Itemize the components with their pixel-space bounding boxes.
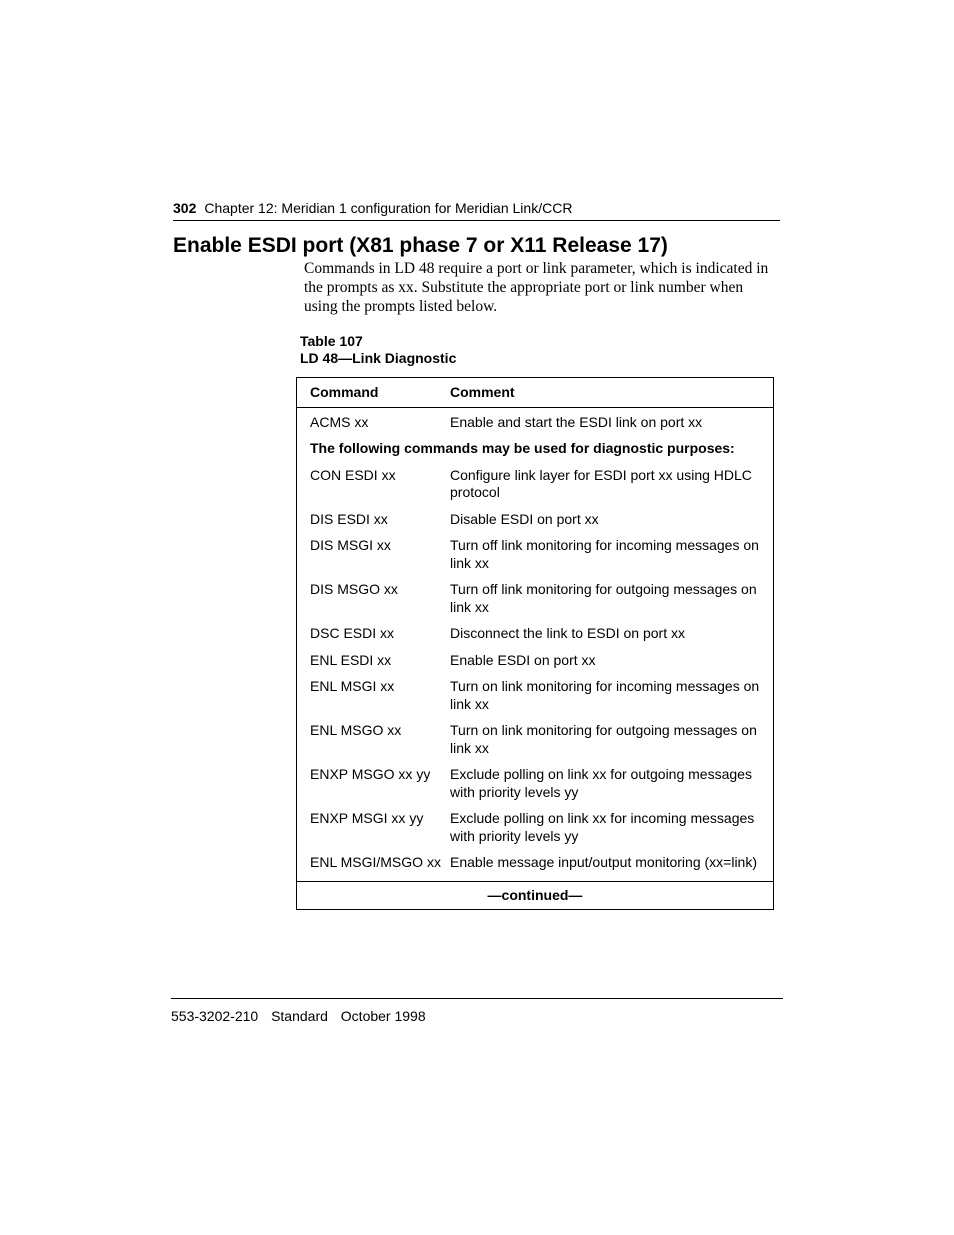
- command-cell: ENXP MSGI xx yy: [310, 810, 424, 826]
- table-row: [297, 625, 774, 652]
- table-title: LD 48—Link Diagnostic: [300, 350, 457, 366]
- command-cell: ENL MSGI xx: [310, 678, 395, 694]
- command-cell: ENXP MSGO xx yy: [310, 766, 431, 782]
- comment-cell: Turn off link monitoring for incoming messages on link xx: [450, 537, 759, 571]
- command-cell: CON ESDI xx: [310, 466, 396, 483]
- table-row: [297, 511, 774, 538]
- page-number: 302: [173, 200, 197, 216]
- table-row: [297, 581, 774, 625]
- document-status: Standard: [271, 1008, 328, 1024]
- comment-cell: Turn off link monitoring for outgoing messages on link xx: [450, 581, 757, 615]
- section-title: Enable ESDI port (X81 phase 7 or X11 Release 17): [173, 234, 668, 257]
- continued-label: —continued—: [297, 881, 774, 910]
- intro-paragraph: Commands in LD 48 require a port or link parameter, which is indicated in the prompts as xx. Substitute the appropriate port or link number when using the prompts listed below.: [304, 260, 769, 315]
- running-footer: [171, 998, 783, 1025]
- section-note: The following commands may be used for diagnostic purposes:: [310, 440, 735, 456]
- table-row: [297, 810, 774, 854]
- table-row: [297, 537, 774, 581]
- comment-cell: Disconnect the link to ESDI on port xx: [450, 625, 685, 641]
- table-row: [297, 407, 774, 440]
- table-header-row: [297, 378, 774, 408]
- column-header-comment: Comment: [450, 378, 774, 408]
- table-caption: [300, 333, 456, 367]
- link-diagnostic-table: [296, 377, 774, 910]
- command-cell: DSC ESDI xx: [310, 625, 395, 641]
- chapter-title: Chapter 12: Meridian 1 configuration for Meridian Link/CCR: [204, 200, 573, 216]
- command-cell: ENL ESDI xx: [310, 651, 392, 668]
- table-row: [297, 678, 774, 722]
- document-date: October 1998: [340, 1008, 426, 1024]
- section-note-row: [297, 440, 774, 467]
- command-cell: ACMS xx: [310, 413, 369, 430]
- running-header: [173, 199, 780, 221]
- column-header-command: Command: [297, 378, 451, 408]
- table-row: [297, 652, 774, 679]
- comment-cell: Disable ESDI on port xx: [450, 510, 599, 527]
- comment-cell: Turn on link monitoring for incoming messages on link xx: [450, 678, 760, 712]
- command-cell: ENL MSGI/MSGO xx: [310, 854, 441, 870]
- table-row: [297, 766, 774, 810]
- command-cell: DIS MSGI xx: [310, 537, 391, 553]
- command-cell: DIS MSGO xx: [310, 581, 398, 597]
- document-number: 553-3202-210: [171, 1008, 259, 1024]
- command-cell: DIS ESDI xx: [310, 510, 388, 527]
- command-cell: ENL MSGO xx: [310, 722, 402, 738]
- table-row: [297, 722, 774, 766]
- table-row: [297, 854, 774, 881]
- comment-cell: Enable and start the ESDI link on port xx: [450, 413, 703, 430]
- comment-cell: Turn on link monitoring for outgoing messages on link xx: [450, 722, 757, 756]
- comment-cell: Exclude polling on link xx for outgoing messages with priority levels yy: [450, 766, 752, 800]
- table-number: Table 107: [300, 333, 363, 349]
- comment-cell: Enable message input/output monitoring (xx=link): [450, 854, 758, 870]
- comment-cell: Exclude polling on link xx for incoming messages with priority levels yy: [450, 810, 755, 844]
- comment-cell: Configure link layer for ESDI port xx using HDLC protocol: [450, 466, 752, 500]
- comment-cell: Enable ESDI on port xx: [450, 651, 596, 668]
- table-row: [297, 467, 774, 511]
- continued-row: [297, 881, 774, 910]
